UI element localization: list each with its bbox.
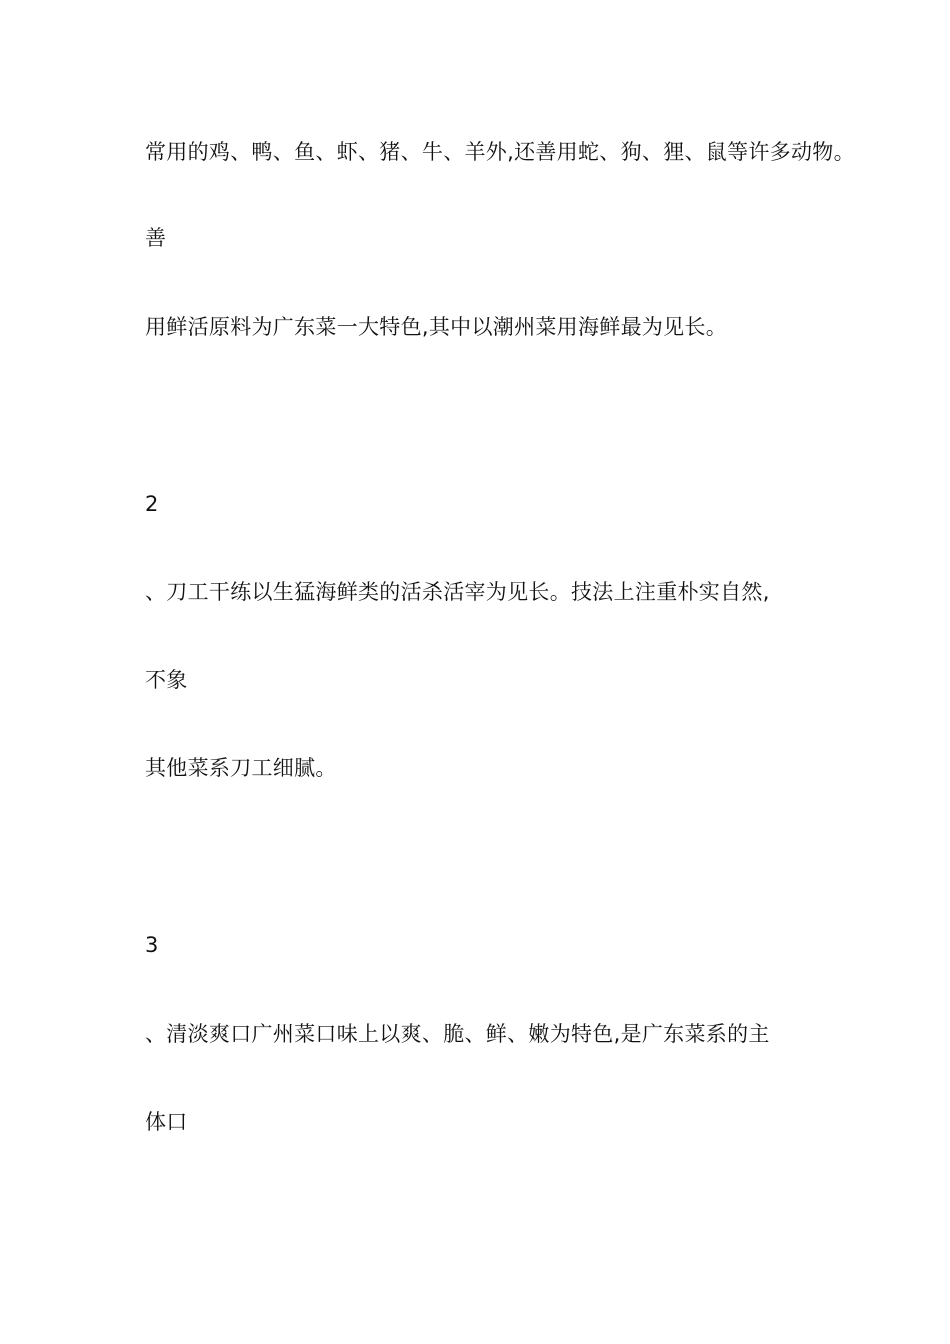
paragraph-line: 其他菜系刀工细腻。 bbox=[145, 756, 337, 780]
paragraph-line: 体口 bbox=[145, 1110, 188, 1134]
section-number: 3 bbox=[145, 933, 159, 957]
paragraph-line: 善 bbox=[145, 226, 167, 250]
paragraph-line: 、清淡爽口广州菜口味上以爽、脆、鲜、嫩为特色,是广东菜系的主 bbox=[145, 1022, 770, 1046]
section-number: 2 bbox=[145, 492, 159, 516]
paragraph-line: 不象 bbox=[145, 668, 188, 692]
paragraph-line: 常用的鸡、鸭、鱼、虾、猪、牛、羊外,还善用蛇、狗、狸、鼠等许多动物。 bbox=[145, 140, 855, 164]
paragraph-line: 、刀工干练以生猛海鲜类的活杀活宰为见长。技法上注重朴实自然, bbox=[145, 580, 770, 604]
paragraph-line: 用鲜活原料为广东菜一大特色,其中以潮州菜用海鲜最为见长。 bbox=[145, 315, 728, 339]
